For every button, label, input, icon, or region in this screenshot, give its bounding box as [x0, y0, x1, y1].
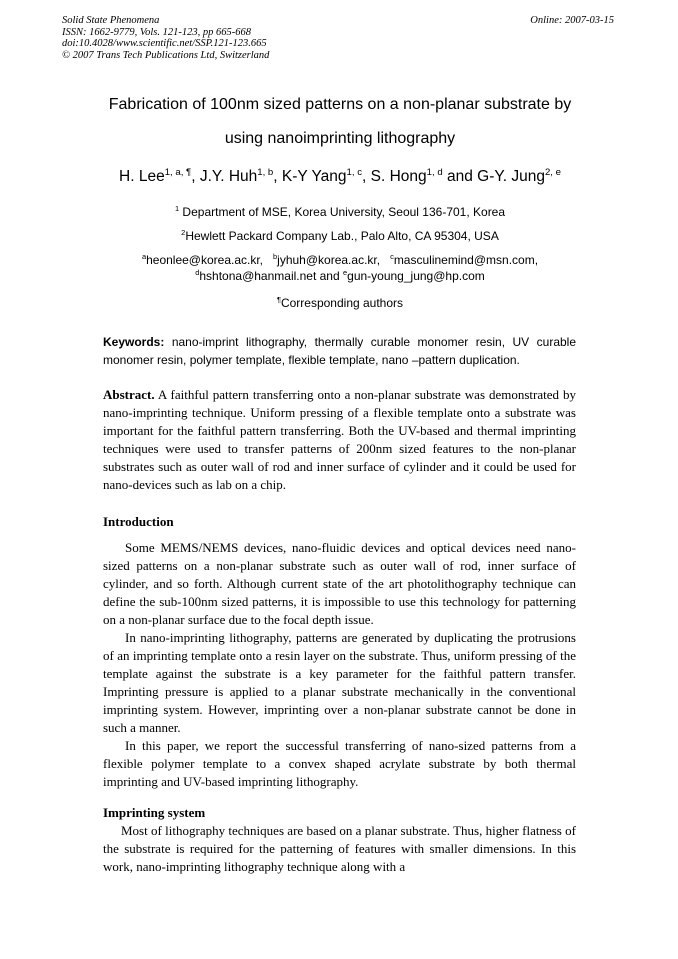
- author-name: G-Y. Jung: [477, 168, 545, 185]
- affiliation-sup: 1: [174, 204, 180, 213]
- introduction-body: [103, 539, 576, 791]
- email-sup: d: [195, 268, 200, 277]
- email-address[interactable]: jyhuh@korea.ac.kr,: [277, 253, 381, 267]
- author-sup: 1, b: [257, 166, 274, 178]
- affiliation-1: [60, 204, 620, 220]
- author-separator: ,: [362, 168, 371, 185]
- author-sup: 1, c: [346, 166, 363, 178]
- corresponding-sup: ¶: [276, 295, 281, 304]
- author-separator: ,: [191, 168, 200, 185]
- email-line-2: [60, 268, 620, 284]
- journal-name: Solid State Phenomena: [62, 15, 160, 26]
- email-sup: b: [273, 252, 278, 261]
- affiliation-text: Department of MSE, Korea University, Seoul 136-701, Korea: [179, 205, 506, 219]
- title-line-2: using nanoimprinting lithography: [224, 130, 456, 147]
- author-name: J.Y. Huh: [199, 168, 258, 185]
- author-name: S. Hong: [370, 168, 427, 185]
- author-separator: and: [442, 168, 478, 185]
- imprinting-system-body: [103, 822, 576, 876]
- corresponding-text: Corresponding authors: [280, 296, 404, 310]
- email-list: [60, 252, 620, 284]
- affiliation-text: Hewlett Packard Company Lab., Palo Alto, CA 95304, USA: [185, 229, 499, 243]
- author-name: K-Y Yang: [281, 168, 347, 185]
- affiliation-2: [60, 228, 620, 244]
- email-address[interactable]: gun-young_jung@hp.com: [347, 269, 485, 283]
- abstract: [103, 386, 576, 494]
- corresponding-note: [60, 295, 620, 311]
- intro-paragraph-3: In this paper, we report the successful transferring of nano-sized patterns from a flexible polymer template to a convex shaped acrylate substrate by both thermal imprinting and UV-based imprinting lithography.: [103, 738, 576, 789]
- abstract-text: A faithful pattern transferring onto a non-planar substrate was demonstrated by nano-imprinting technique. Uniform pressing of a flexible template onto a substrate was important for the faithful pattern transferring. Both the UV-based and thermal imprinting techniques were used to transfer patterns of 200nm sized features to the non-planar substrates such as outer wall of rod and inner surface of cylinder and it could be used for nano-devices such as lab on a chip.: [103, 387, 576, 492]
- affiliation-sup: 2: [181, 228, 186, 237]
- online-date: Online: 2007-03-15: [530, 15, 614, 26]
- email-sup: a: [141, 252, 147, 261]
- author-sup: 1, a, ¶: [164, 166, 192, 178]
- journal-copyright: © 2007 Trans Tech Publications Ltd, Switzerland: [62, 49, 270, 61]
- abstract-label: Abstract.: [103, 387, 155, 402]
- paper-title: [60, 88, 620, 156]
- author-sup: 2, e: [544, 166, 561, 178]
- keywords-label: Keywords:: [103, 335, 165, 349]
- email-sup: e: [343, 268, 348, 277]
- intro-paragraph-1: Some MEMS/NEMS devices, nano-fluidic devices and optical devices need nano-sized patterns on a non-planar substrate such as outer wall of rod, inner surface of cylinder, and so forth. Although current state of the art photolithography technique can define the sub-100nm sized patterns, it is impossible to use this technology for patterning on a non-planar surface due to the focal depth issue.: [103, 540, 576, 627]
- imprint-paragraph-1: Most of lithography techniques are based on a planar substrate. Thus, higher flatness of the substrate is required for the patterning of features with smaller dimensions. In this work, nano-imprinting lithography technique along with a: [103, 823, 576, 874]
- journal-issn: ISSN: 1662-9779, Vols. 121-123, pp 665-668: [62, 26, 251, 38]
- journal-header: [62, 15, 614, 61]
- title-line-1: Fabrication of 100nm sized patterns on a non-planar substrate by: [108, 96, 572, 113]
- author-separator: ,: [273, 168, 282, 185]
- author-list: [60, 168, 620, 186]
- keywords: [103, 333, 576, 369]
- author-name: H. Lee: [119, 168, 165, 185]
- email-line-1: [60, 252, 620, 268]
- section-heading-imprinting-system: Imprinting system: [103, 805, 206, 820]
- author-sup: 1, d: [426, 166, 443, 178]
- journal-doi: doi:10.4028/www.scientific.net/SSP.121-123.665: [62, 38, 267, 49]
- email-sup: c: [390, 252, 394, 261]
- email-address[interactable]: hshtona@hanmail.net and: [199, 269, 343, 283]
- email-address[interactable]: heonlee@korea.ac.kr,: [146, 253, 264, 267]
- email-address[interactable]: masculinemind@msn.com,: [393, 253, 539, 267]
- intro-paragraph-2: In nano-imprinting lithography, patterns are generated by duplicating the protrusions of an imprinting template onto a resin layer on the substrate. Thus, uniform pressing of the template against the substrate is a key parameter for the faithful pattern transfer. Imprinting pressure is applied to a planar substrate mechanically in the conventional imprinting system. However, imprinting over a non-planar substrate cannot be done in such a manner.: [103, 630, 576, 735]
- keywords-text: nano-imprint lithography, thermally curable monomer resin, UV curable monomer resin, polymer template, flexible template, nano –pattern duplication.: [103, 335, 576, 367]
- section-heading-introduction: Introduction: [103, 514, 174, 529]
